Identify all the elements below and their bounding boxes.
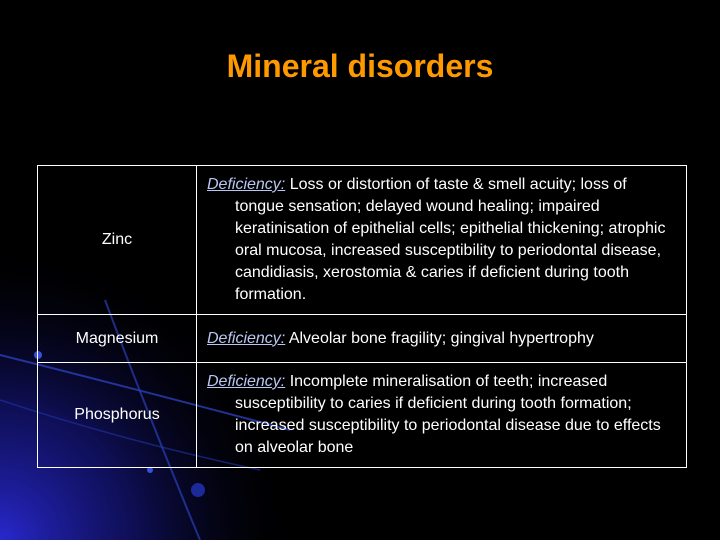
mineral-name-cell: Zinc bbox=[38, 166, 197, 315]
description-cell bbox=[197, 363, 687, 468]
description-text bbox=[207, 328, 678, 350]
table-row bbox=[38, 166, 687, 315]
table-row bbox=[38, 363, 687, 468]
deficiency-label: Deficiency: bbox=[207, 329, 286, 347]
description-cell bbox=[197, 315, 687, 363]
description-body: Loss or distortion of taste & smell acuity; loss of tongue sensation; delayed wound healing; impaired keratinisation of epithelial cells; epithelial thickening; atrophic oral mucosa, increased susceptibility to periodontal disease, candidiasis, xerostomia & caries if deficient during tooth formation. bbox=[235, 176, 666, 303]
deficiency-label: Deficiency: bbox=[207, 373, 286, 390]
description-text bbox=[207, 371, 678, 459]
table-row bbox=[38, 315, 687, 363]
deficiency-label: Deficiency: bbox=[207, 176, 286, 193]
description-text bbox=[207, 174, 678, 306]
mineral-disorders-table bbox=[37, 165, 687, 468]
description-cell bbox=[197, 166, 687, 315]
page-title: Mineral disorders bbox=[226, 48, 494, 84]
mineral-name-cell: Magnesium bbox=[38, 315, 197, 363]
description-body: Incomplete mineralisation of teeth; increased susceptibility to caries if deficient during tooth formation; increased susceptibility to periodontal disease due to effects on alveolar bone bbox=[235, 373, 661, 456]
description-body: Alveolar bone fragility; gingival hypertrophy bbox=[288, 329, 594, 347]
mineral-name-cell: Phosphorus bbox=[38, 363, 197, 468]
